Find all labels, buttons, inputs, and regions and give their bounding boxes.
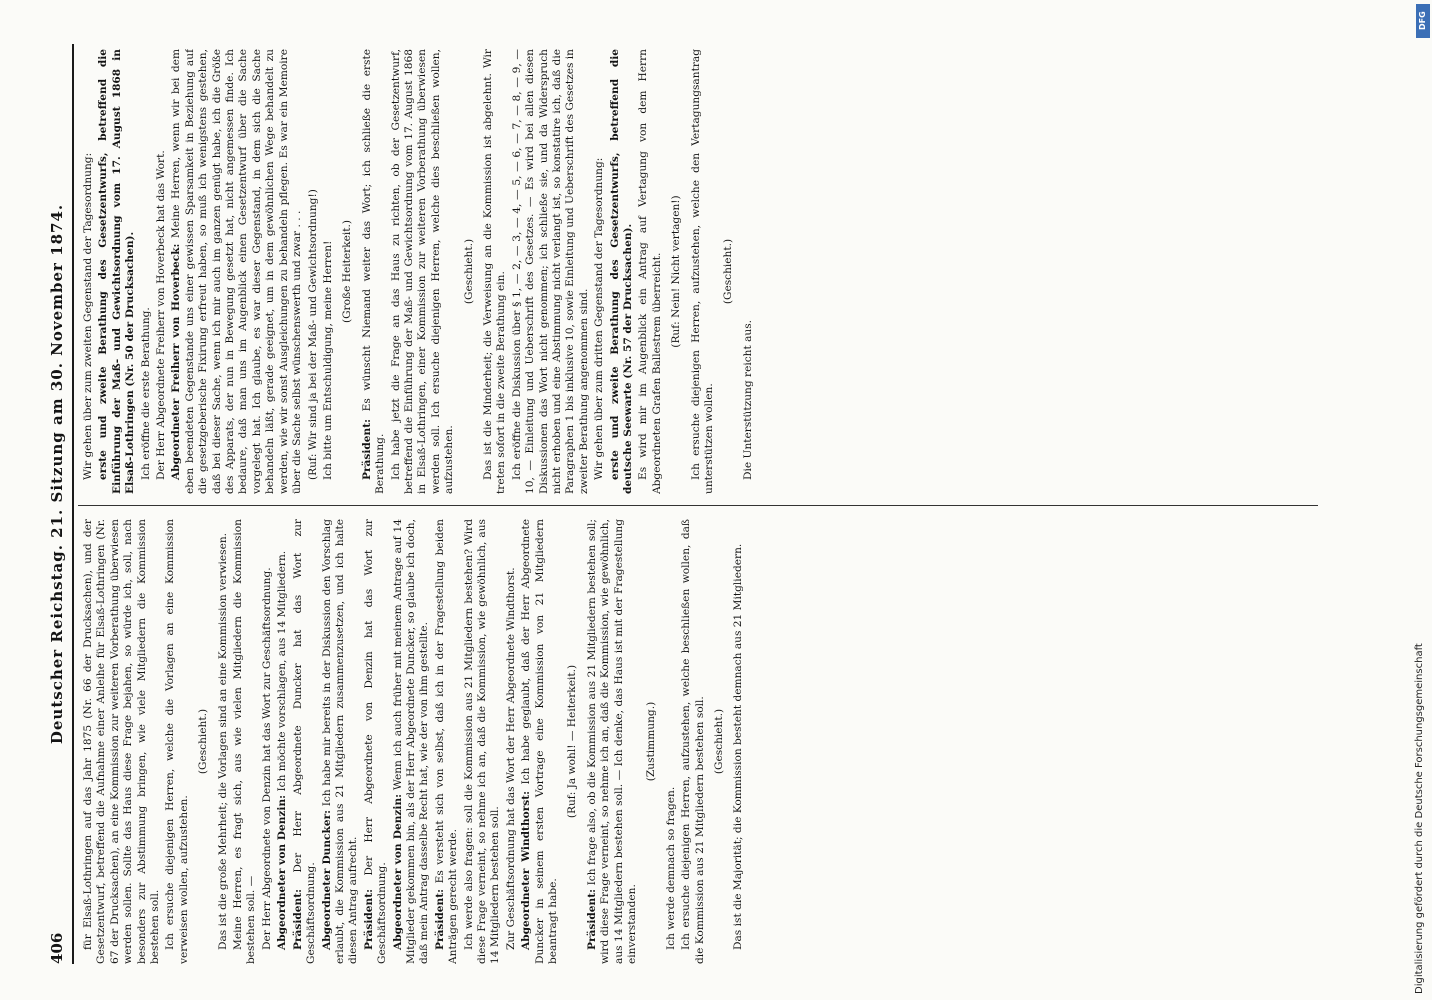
paragraph-text: Meine Herren, wenn wir bei dem eben beendeten Gegenstande uns einer gewissen Sparsamkeit in Beziehung auf die gesetzgeberische Fixirung erfreut haben, so muß ich wenigstens gestehen, daß bei dieser Sache, wenn ich mir auch im ganzen genügt habe, ich die Größe des Apparats, der nun in Bewegung gesetzt hat, nicht angemessen finde. Ich bedaure, daß man uns im Augenblick einen Gesetzentwurf über die Sache vorgelegt hat. Ich glaube, es war dieser Gegenstand, in dem sich die Sache behandeln läßt, gerade geeignet, um in dem gewöhnlichen Wege behandelt zu werden, wie wir sonst Ausgleichungen zu behandeln pflegen. Es war ein Memoire über die Sache selbst wünschenswerth und zwar . . . [170,49,304,494]
paragraph-text: Ich bitte um Entschuldigung, meine Herren! [321,240,334,480]
paragraph [463,519,503,964]
paragraph-text: Es versteht sich von selbst, daß ich in der Fragestellung beiden Anträgen gerecht werde. [433,519,460,964]
paragraph-text: Das ist die große Mehrheit; die Vorlagen sind an eine Kommission verwiesen. [216,532,229,950]
paragraph-text: Ich ersuche diejenigen Herren, aufzustehen, welche den Vertagungsantrag unterstützen wollen. [689,49,716,494]
paragraph-text: (Geschieht.) [722,238,735,305]
header-rule [72,44,74,964]
paragraph-text: Ich eröffne die Diskussion über § 1, — 2, — 3, — 4, — 5, — 6, — 7, — 8, — 9, — 10, — Einleitung und Ueberschrift des Gesetzes. — Es wird bei allen diesen Diskussionen das Wort nicht genommen; ich schließe sie, und da Widerspruch nicht erhoben und eine Abstimmung nicht verlangt ist, so konstatire ich, daß die Paragraphen 1 bis inklusive 10, sowie Einleitung und Ueberschrift des Gesetzes in zweiter Berathung angenommen sind. [510,49,590,494]
paragraph-text: Es wird mir im Augenblick ein Antrag auf Vertagung von dem Herrn Abgeordneten Grafen Ballestrem überreicht. [637,49,663,494]
paragraph [155,49,168,494]
paragraph [164,519,191,964]
paragraph [566,519,579,964]
paragraph-text: Ich frage also, ob die Kommission aus 21 Mitgliedern bestehen soll; wird diese Frage verneint, so nehme ich an, daß die Kommission, wie gewöhnlich, aus 14 Mitgliedern bestehen soll. — Ich denke, das Haus ist mit der Fragestellung einverstanden. [585,519,639,964]
paragraph [392,519,432,964]
paragraph-text: Ich werde also fragen: soll die Kommission aus 21 Mitgliedern bestehen? Wird diese Frage verneint, so nehme ich an, daß die Kommission, wie gewöhnlich, aus 14 Mitgliedern bestehen soll. [462,519,502,964]
paragraph [217,519,230,964]
paragraph [97,49,137,494]
paragraph [645,519,658,964]
paragraph-text: (Geschieht.) [197,708,210,775]
speaker-name: Abgeordneter Duncker: [320,809,333,950]
paragraph [690,49,717,494]
paragraph [232,519,259,964]
paragraph [609,49,636,494]
paragraph-text: (Zustimmung.) [645,701,658,782]
paragraph [82,49,95,494]
paragraph [363,519,390,964]
paragraph [307,49,320,494]
paragraph-text: Der Herr Abgeordnete Freiherr von Hoverbeck hat das Wort. [155,150,168,480]
paragraph [276,519,289,964]
paragraph [390,49,457,494]
paragraph [593,49,606,494]
paragraph [482,49,509,494]
speaker-name: Abgeordneter Windthorst: [520,790,533,950]
paragraph-text: Das ist die Majorität; die Kommission besteht demnach aus 21 Mitgliedern. [732,543,745,950]
paragraph-text: Wenn ich auch früher mit meinem Antrage auf 14 Mitglieder gekommen bin, als der Herr Abgeordnete Duncker, so glaube ich doch, daß mein Antrag dasselbe Recht hat, wie der von ihm gestellte. [391,519,431,964]
column-divider [78,505,1318,506]
paragraph [434,519,461,964]
paragraph-text: Ich habe mir bereits in der Diskussion den Vorschlag erlaubt, die Kommission aus 21 Mitgliedern zusammenzusetzen, und ich halte diesen Antrag aufrecht. [320,519,360,964]
speaker-name: Präsident: [362,888,375,950]
paragraph [341,49,354,494]
page-number: 406 [48,932,66,964]
paragraph [322,49,335,494]
paragraph [463,49,476,494]
paragraph-text: erste und zweite Berathung des Gesetzentwurfs, betreffend die deutsche Seewarte (Nr. 57 der Drucksachen). [608,49,635,494]
paragraph [586,519,640,964]
speaker-name: Abgeordneter von Denzin: [276,794,289,950]
page-title: Deutscher Reichstag. 21. Sitzung am 30. November 1874. [48,203,66,745]
speaker-name: Abgeordneter von Denzin: [391,793,404,950]
right-column [82,49,1322,494]
paragraph-text: Wir gehen über zum dritten Gegenstand der Tagesordnung: [593,157,606,480]
paragraph [713,519,726,964]
paragraph-text: Ich ersuche diejenigen Herren, aufzustehen, welche beschließen wollen, daß die Kommission aus 21 Mitgliedern bestehen soll. [680,519,706,964]
paragraph-text: Zur Geschäftsordnung hat das Wort der Herr Abgeordnete Windthorst. [504,567,517,950]
paragraph [742,49,755,494]
paragraph-text: (Ruf: Wir sind ja bei der Maß- und Gewichtsordnung!) [306,189,319,480]
paragraph [520,519,560,964]
paragraph [321,519,361,964]
page-header [46,44,68,964]
paragraph [170,49,304,494]
paragraph [505,519,518,964]
paragraph-text: Ich eröffne die erste Berathung. [139,307,152,480]
left-column [82,519,1322,964]
paragraph-text: Der Herr Abgeordnete Duncker hat das Wort zur Geschäftsordnung. [291,519,318,964]
paragraph [732,519,745,964]
paragraph-text: (Große Heiterkeit.) [341,219,354,324]
rotated-page-content [46,44,1326,964]
paragraph [261,519,274,964]
paragraph-text: für Elsaß-Lothringen auf das Jahr 1875 (Nr. 66 der Drucksachen), und der Gesetzentwurf, betreffend die Aufnahme einer Anleihe für Elsaß-Lothringen (Nr. 67 der Drucksachen), an eine Kommission zur weiteren Vorberathung überwiesen werden sollen. Sollte das Haus diese Frage bejahen, so würde ich, soll, nach besonders zur Abstimmung bringen, wie viele Mitgliedern die Kommission bestehen soll. [82,519,162,964]
paragraph-text: Es wünscht Niemand weiter das Wort; ich schließe die erste Berathung. [360,49,387,494]
paragraph-text: (Geschieht.) [462,238,475,305]
speaker-name: Abgeordneter Freiherr von Hoverbeck: [170,243,183,480]
paragraph [665,519,678,964]
paragraph-text: Ich habe jetzt die Frage an das Haus zu richten, ob der Gesetzentwurf, betreffend die Einführung der Maß- und Gewichtsordnung vom 17. August 1868 in Elsaß-Lothringen, einer Kommission zur weiteren Vorberathung überwiesen werden soll. Ich ersuche diejenigen Herren, welche dies beschließen wollen, aufzustehen. [389,49,456,494]
dfg-logo: DFG [1416,4,1430,38]
paragraph-text: Der Herr Abgeordnete von Denzin hat das Wort zur Geschäftsordnung. [260,567,273,950]
paragraph-text: Ich möchte vorschlagen, aus 14 Mitgliedern. [276,550,289,795]
speaker-name: Präsident: [433,888,446,950]
paragraph [197,519,210,964]
paragraph-text: (Ruf: Nein! Nicht vertagen!) [670,195,683,348]
paragraph [361,49,388,494]
paragraph [140,49,153,494]
paragraph [511,49,591,494]
paragraph-text: Meine Herren, es fragt sich, aus wie vielen Mitgliedern die Kommission bestehen soll. — [232,519,258,964]
paragraph-text: Ich habe geglaubt, daß der Herr Abgeordnete Duncker in seinem ersten Vortrage eine Kommission von 21 Mitgliedern beantragt habe. [520,519,559,964]
paragraph [637,49,664,494]
speaker-name: Präsident: [585,888,598,950]
paragraph [722,49,735,494]
paragraph [680,519,707,964]
paragraph-text: Ich ersuche diejenigen Herren, welche die Vorlagen an eine Kommission verweisen wollen, aufzustehen. [164,519,190,964]
paragraph-text: Ich werde demnach so fragen. [664,786,677,950]
paragraph-text: (Ruf: Ja wohl! — Heiterkeit.) [566,664,579,819]
paragraph [670,49,683,494]
paragraph-text: erste und zweite Berathung des Gesetzentwurfs, betreffend die Einführung der Maß- und Gewichtsordnung vom 17. August 1868 in Elsaß-Lothringen (Nr. 50 der Drucksachen). [97,49,137,494]
speaker-name: Präsident: [291,888,304,950]
paragraph [82,519,162,964]
speaker-name: Präsident: [360,418,373,480]
paragraph-text: Das ist die Minderheit; die Verweisung an die Kommission ist abgelehnt. Wir treten sofort in die zweite Berathung ein. [481,49,508,494]
digitization-credit: Digitalisierung gefördert durch die Deutsche Forschungsgemeinschaft [1414,643,1425,994]
paragraph-text: Wir gehen über zum zweiten Gegenstand der Tagesordnung: [82,152,94,480]
paragraph-text: Der Herr Abgeordnete von Denzin hat das Wort zur Geschäftsordnung. [362,519,389,964]
paragraph [292,519,319,964]
paragraph-text: Die Unterstützung reicht aus. [741,319,754,480]
paragraph-text: (Geschieht.) [713,708,726,775]
